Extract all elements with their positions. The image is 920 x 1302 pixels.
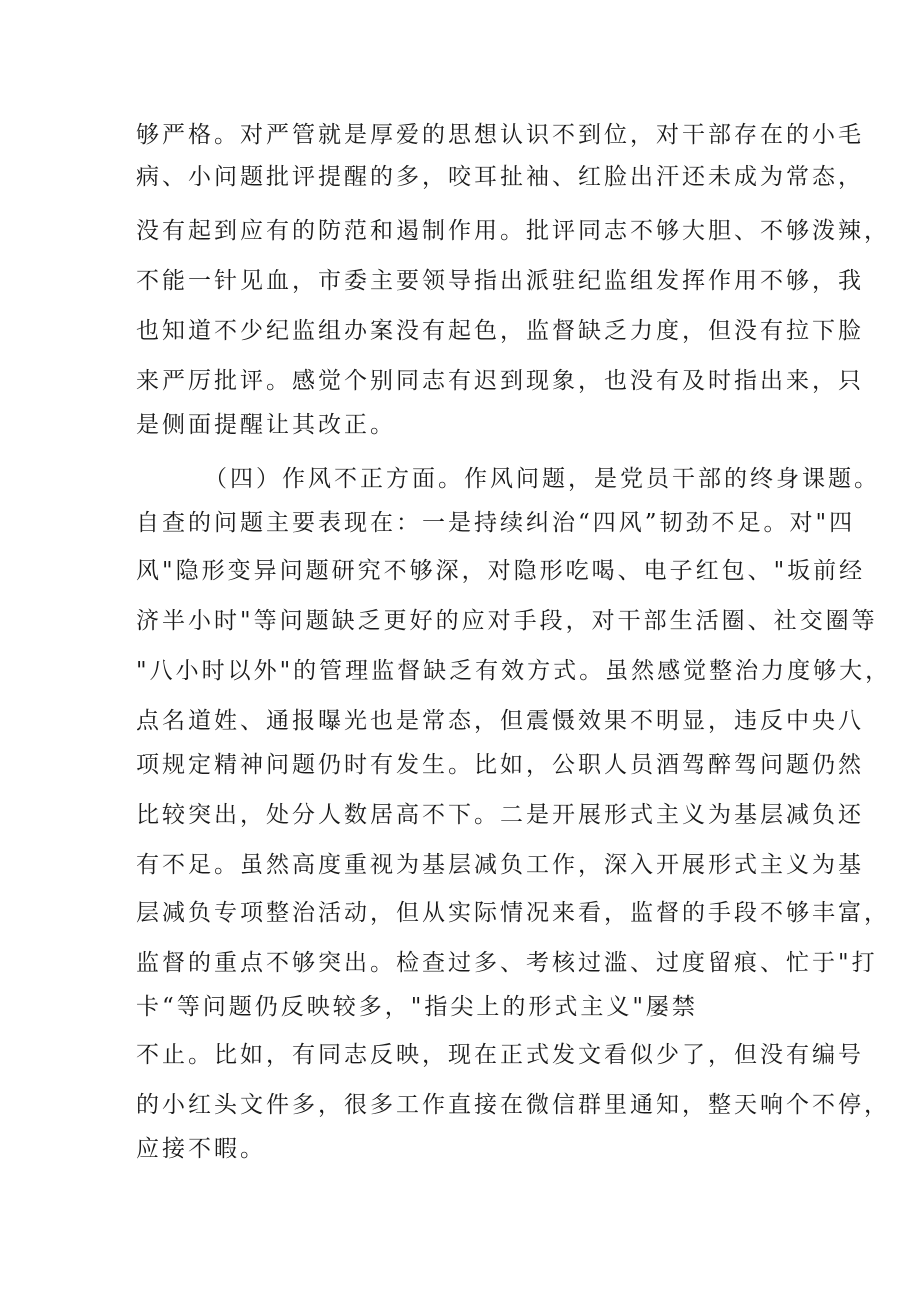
text-line: 不止。比如，有同志反映，现在正式发文看似少了，但没有编号 — [136, 1042, 864, 1068]
text-line: 来严厉批评。感觉个别同志有迟到现象，也没有及时指出来，只 — [136, 368, 864, 394]
text-line: 自查的问题主要表现在：一是持续纠治“四风”韧劲不足。对"四 — [136, 510, 856, 536]
section-heading-line: （四）作风不正方面。作风问题，是党员干部的终身课题。 — [204, 466, 880, 492]
text-line: 应接不暇。 — [136, 1136, 266, 1162]
text-line: 卡“等问题仍反映较多，"指尖上的形式主义"屡禁 — [136, 994, 698, 1020]
text-line: 济半小时"等问题缺乏更好的应对手段，对干部生活圈、社交圈等 — [136, 608, 878, 634]
text-line: 风"隐形变异问题研究不够深，对隐形吃喝、电子红包、"坂前经 — [136, 558, 866, 584]
text-line: 不能一针见血，市委主要领导指出派驻纪监组发挥作用不够，我 — [136, 268, 864, 294]
text-line: 有不足。虽然高度重视为基层减负工作，深入开展形式主义为基 — [136, 852, 864, 878]
text-line: 病、小问题批评提醒的多，咬耳扯袖、红脸出汗还未成为常态， — [136, 164, 864, 190]
text-line: 的小红头文件多，很多工作直接在微信群里通知，整天响个不停， — [136, 1092, 890, 1118]
text-line: 点名道姓、通报曝光也是常态，但震慑效果不明显，违反中央八 — [136, 708, 864, 734]
text-line: 没有起到应有的防范和遏制作用。批评同志不够大胆、不够泼辣， — [136, 218, 890, 244]
text-line: 监督的重点不够突出。检查过多、考核过滥、过度留痕、忙于"打 — [136, 950, 878, 976]
text-line: "八小时以外"的管理监督缺乏有效方式。虽然感觉整治力度够大， — [136, 658, 892, 684]
text-line: 项规定精神问题仍时有发生。比如，公职人员酒驾醉驾问题仍然 — [136, 752, 864, 778]
text-line: 层减负专项整治活动，但从实际情况来看，监督的手段不够丰富， — [136, 900, 890, 926]
text-line: 也知道不少纪监组办案没有起色，监督缺乏力度，但没有拉下脸 — [136, 318, 864, 344]
text-line: 是侧面提醒让其改正。 — [136, 412, 396, 438]
text-line: 比较突出，处分人数居高不下。二是开展形式主义为基层减负还 — [136, 802, 864, 828]
text-line: 够严格。对严管就是厚爱的思想认识不到位，对干部存在的小毛 — [136, 122, 864, 148]
